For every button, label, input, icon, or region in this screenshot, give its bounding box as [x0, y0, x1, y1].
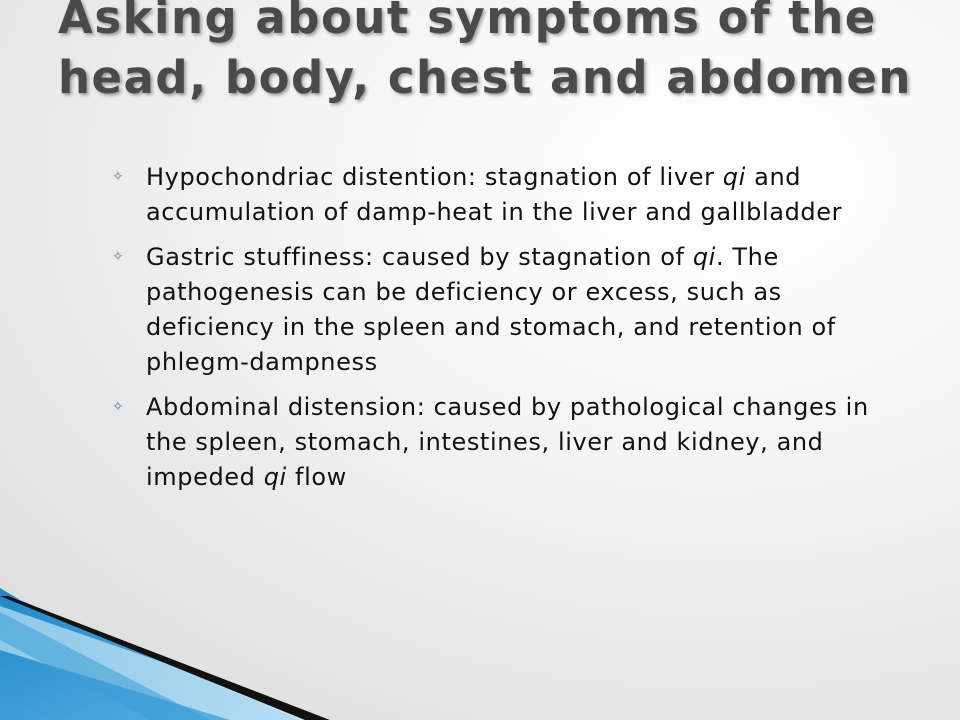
bullet-text: Abdominal distension: caused by pathological changes in the spleen, stomach, intestines, liver and kidney, and impeded	[146, 393, 869, 491]
bullet-icon: ✧	[112, 249, 125, 265]
bullet-text: . The pathogenesis can be deficiency or excess, such as deficiency in the spleen and stomach, and retention of phlegm-dampness	[146, 243, 836, 376]
bullet-emphasis: qi	[692, 243, 716, 271]
bullet-text: flow	[286, 463, 347, 491]
bullet-text: Gastric stuffiness: caused by stagnation of	[146, 243, 693, 271]
bullet-icon: ✧	[112, 169, 125, 185]
slide-title-line-2: head, body, chest and abdomen	[58, 51, 912, 104]
slide-title-line-1: Asking about symptoms of the	[58, 0, 877, 44]
bullet-emphasis: qi	[722, 163, 746, 191]
bullet-text: Hypochondriac distention: stagnation of liver	[146, 163, 723, 191]
bullet-text: and accumulation of damp-heat in the liver and gallbladder	[146, 163, 843, 226]
bullet-emphasis: qi	[263, 463, 287, 491]
bullet-icon: ✧	[112, 399, 125, 415]
